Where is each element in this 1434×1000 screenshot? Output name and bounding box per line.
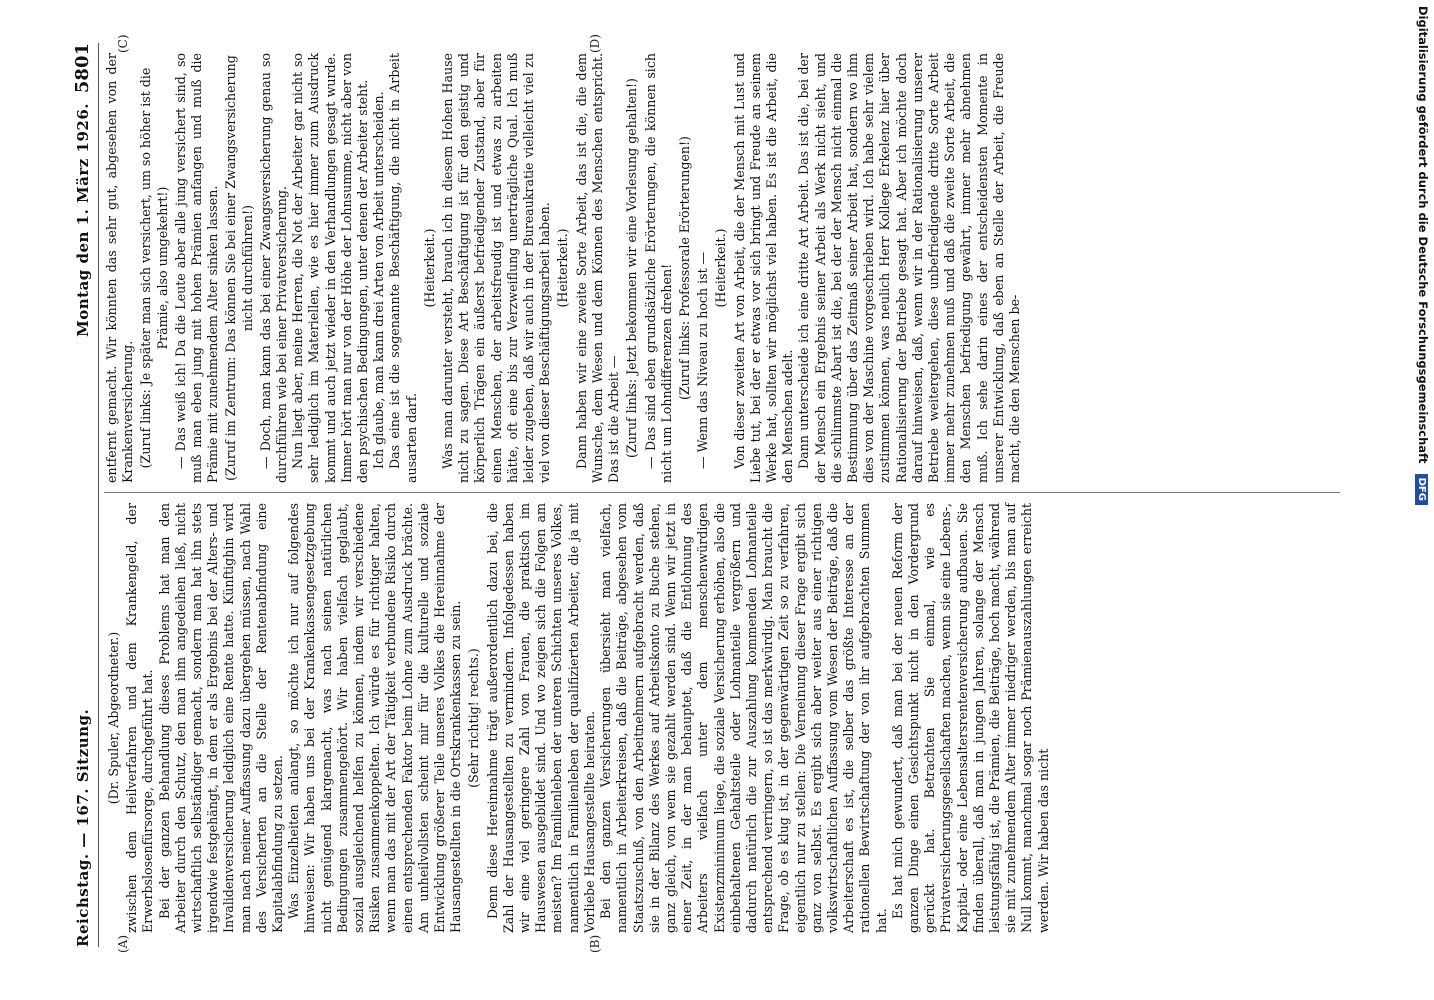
right-column [104, 53, 1023, 483]
paragraph: Von dieser zweiten Art von Arbeit, die der Mensch mit Lust und Liebe tut, bei der er etwas vor sich bringt und Freude an seinem Werke hat, sollten wir möglichst viel haben. Es ist die Arbeit, die den Menschen adelt. [731, 53, 796, 483]
paragraph: Nun liegt aber, meine Herren, die Not der Arbeiter gar nicht so sehr lediglich im Materiellen, wie es hier immer zum Ausdruck kommt und auch jetzt wieder in den Verhandlungen gesagt wurde. Immer hört man nur von der Höhe der Lohnsumme, nicht aber von den psychischen Bedingungen, unter denen der Arbeiter steht. [290, 53, 371, 483]
paragraph: — Doch, man kann das bei einer Zwangsversicherung genau so durchführen wie bei einer Privatversicherung. [257, 53, 290, 483]
header-session: Reichstag. — 167. Sitzung. [74, 708, 92, 947]
interjection: (Heiterkeit.) [421, 228, 437, 308]
margin-marker-a: (A) [116, 934, 130, 953]
paragraph: Das eine ist die sogenannte Beschäftigung, die nicht in Arbeit ausarten darf. [387, 53, 419, 483]
paragraph: Was Einzelheiten anlangt, so möchte ich nur auf folgendes hinweisen: Wir haben uns bei der Krankenkassengesetzgebung nicht genügend klargemacht, was nach seinen natürlichen Bedingungen zusammengehört. Wir haben vielfach geglaubt, sozial ausgleichend helfen zu können, indem wir verschiedene Risiken zusammenkoppelten. Ich würde es für richtiger halten, wenn man das mit der Art der Tätigkeit verbundene Risiko durch einen entsprechenden Faktor beim Lohne zum Ausdruck brächte. Am unheilvollsten scheint mir für die kulturelle und soziale Entwicklung größerer Teile unseres Volkes die Hereinnahme der Hausangestellten in die Ortskrankenkassen zu sein. [286, 503, 464, 933]
interjection: (Heiterkeit.) [713, 228, 729, 308]
interjection: (Zuruf links: Professorale Erörterungen!) [676, 136, 692, 400]
interjection: (Zuruf links: Je später man sich versichert, um so höher ist die Prämie, also umgekehrt!) [138, 67, 170, 469]
paragraph: — Das weiß ich! Da die Leute aber alle jung versichert sind, so muß man eben jung mit hohen Prämien anfangen und muß die Prämie mit zunehmendem Alter sinken lassen. [172, 53, 221, 483]
margin-marker-d: (D) [588, 34, 602, 53]
interjection: (Zuruf links: Jetzt bekommen wir eine Vorlesung gehalten!) [624, 78, 640, 458]
paragraph: entfernt gemacht. Wir könnten das sehr gut, abgesehen von der Krankenversicherung. [104, 53, 136, 483]
page-header [68, 43, 99, 947]
paragraph: zwischen dem Heilverfahren und dem Krankengeld, der Erwerbslosenfürsorge, durchgeführt hat. [124, 503, 156, 933]
paragraph: Bei der ganzen Behandlung dieses Problems hat man den Arbeiter durch den Schutz, den man ihm angedeihen ließ, nicht wirtschaftlich selbständiger gemacht, sondern man hat ihn stets irgendwie festgehängt, in dem er als Ergebnis bei der Alters- und Invalidenversicherung lediglich eine Rente hatte. Künftighin wird man nach meiner Auffassung dazu übergehen müssen, nach Wahl des Versicherten an die Stelle der Rentenabfindung eine Kapitalabfindung zu setzen. [156, 503, 286, 933]
paragraph: — Das sind eben grundsätzliche Erörterungen, die können sich nicht um Lohndifferenzen drehen! [642, 53, 674, 483]
margin-marker-c: (C) [116, 34, 130, 53]
interjection: (Sehr richtig! rechts.) [466, 648, 482, 788]
interjection: (Heiterkeit.) [555, 228, 571, 308]
dfg-logo: DFG [1415, 474, 1428, 505]
margin-marker-b: (B) [588, 934, 602, 953]
credit-text: Digitalisierung gefördert durch die Deutsche Forschungsgemeinschaft [1416, 6, 1430, 464]
paragraph: Es hat mich gewundert, daß man bei der neuen Reform der ganzen Dinge einen Gesichtspunkt nicht in den Vordergrund gerückt hat. Betrachten Sie einmal, wie es Privatversicherungsgesellschaften machen, wenn sie eine Lebens-, Kapital- oder eine Lebensaltersrentenversicherung aufbauen. Sie finden überall, daß man in jungen Jahren, solange der Mensch leistungsfähig ist, die Prämien, die Beiträge, hoch macht, während sie mit zunehmendem Alter immer niedriger werden, bis man auf Null kommt, manchmal sogar noch Prämienauszahlungen erreicht werden. Wir haben das nicht [889, 503, 1051, 933]
paragraph: — Wenn das Niveau zu hoch ist — [695, 251, 711, 469]
paragraph: Was man darunter versteht, brauch ich in diesem Hohen Hause nicht zu sagen. Diese Art Beschäftigung ist für den geistig und körperlich Trägen ein äußerst befriedigender Zustand, aber für einen Menschen, der arbeitsfreudig ist und etwas zu arbeiten hätte, oft eine bis zur Verzweiflung unerträgliche Qual. Ich muß leider zugeben, daß wir auch in der Bureaukratie vielleicht viel zu viel von dieser Beschäftigungsarbeit haben. [440, 53, 553, 483]
header-date: Montag den 1. März 1926. [74, 103, 92, 337]
digitization-credit [1415, 6, 1430, 966]
speaker-line: (Dr. Spuler, Abgeordneter.) [106, 631, 121, 805]
paragraph: Bei den ganzen Versicherungen übersieht man vielfach, namentlich in Arbeiterkreisen, daß die Beiträge, abgesehen vom Staatszuschuß, von den Arbeitnehmern aufgebracht werden, daß sie in der Bilanz des Werkes auf Arbeitskonto zu Buche stehen, ganz gleich, von wem sie gezahlt werden sind. Wenn wir jetzt in einer Zeit, in der man behauptet, daß die Entlohnung des Arbeiters vielfach unter dem menschenwürdigen Existenzminimum liege, die soziale Versicherung erhöhen, also die einbehaltenen Gehaltsteile oder Lohnanteile vergrößern und dadurch natürlich die zur Auszahlung kommenden Lohnanteile entsprechend verringern, so ist das merkwürdig. Man braucht die Frage, ob es klug ist, in der gegenwärtigen Zeit so zu verfahren, eigentlich nur zu stellen: Die Verneinung dieser Frage ergibt sich ganz von selbst. Es ergibt sich aber weiter aus einer richtigen volkswirtschaftlichen Auffassung vom Wesen der Beiträge, daß die Arbeiterschaft es ist, die selber das größte Interesse an der rationellen Bewirtschaftung der von ihr aufgebrachten Summen hat. [598, 503, 889, 933]
interjection: (Zuruf im Zentrum: Das können Sie bei einer Zwangsversicherung nicht durchführen!) [223, 55, 255, 481]
page-number: 5801 [72, 43, 93, 94]
paragraph: Denn diese Hereinnahme trägt außerordentlich dazu bei, die Zahl der Hausangestellten zu vermindern. Infolgedessen haben wir eine viel geringere Zahl von Frauen, die praktisch im Hauswesen ausgebildet sind. Und wo zeigen sich die Folgen am meisten? Im Familienleben der unteren Schichten unseres Volkes, namentlich in Familienleben der qualifizierten Arbeiter, die ja mit Vorliebe Hausangestellte heiraten. [484, 503, 597, 933]
paragraph: Dann haben wir eine zweite Sorte Arbeit, das ist die, die dem Wunsche, dem Wesen und dem Können des Menschen entspricht. Das ist die Arbeit — [573, 53, 622, 483]
paragraph: Ich glaube, man kann drei Arten von Arbeit unterscheiden. [371, 91, 387, 469]
paragraph: Dann unterscheide ich eine dritte Art Arbeit. Das ist die, bei der der Mensch ein Ergebnis seiner Arbeit als Werk nicht sieht, und die schlimmste Abart ist die, bei der der Mensch nicht einmal die Bestimmung über das Zeitmaß seiner Arbeit hat, sondern wo ihm dies von der Maschine vorgeschrieben wird. Ich habe sehr vielem zustimmen können, was neulich Herr Kollege Erkelenz hier über Rationalisierung der Betriebe gesagt hat. Aber ich möchte doch darauf hinweisen, daß, wenn wir in der Rationalisierung unserer Betriebe weitergehen, diese unbefriedigende dritte Sorte Arbeit immer mehr zunehmen muß und daß die zweite Sorte Arbeit, die den Menschen befriedigung gewährt, immer mehr abnehmen muß. Ich sehe darin eines der entscheidensten Momente in unserer Entwicklung, daß eben an Stelle der Arbeit, die Freude macht, die den Menschen be- [796, 53, 1022, 483]
left-column [104, 503, 1052, 933]
column-divider [104, 492, 1340, 493]
scanned-page [68, 35, 1358, 955]
